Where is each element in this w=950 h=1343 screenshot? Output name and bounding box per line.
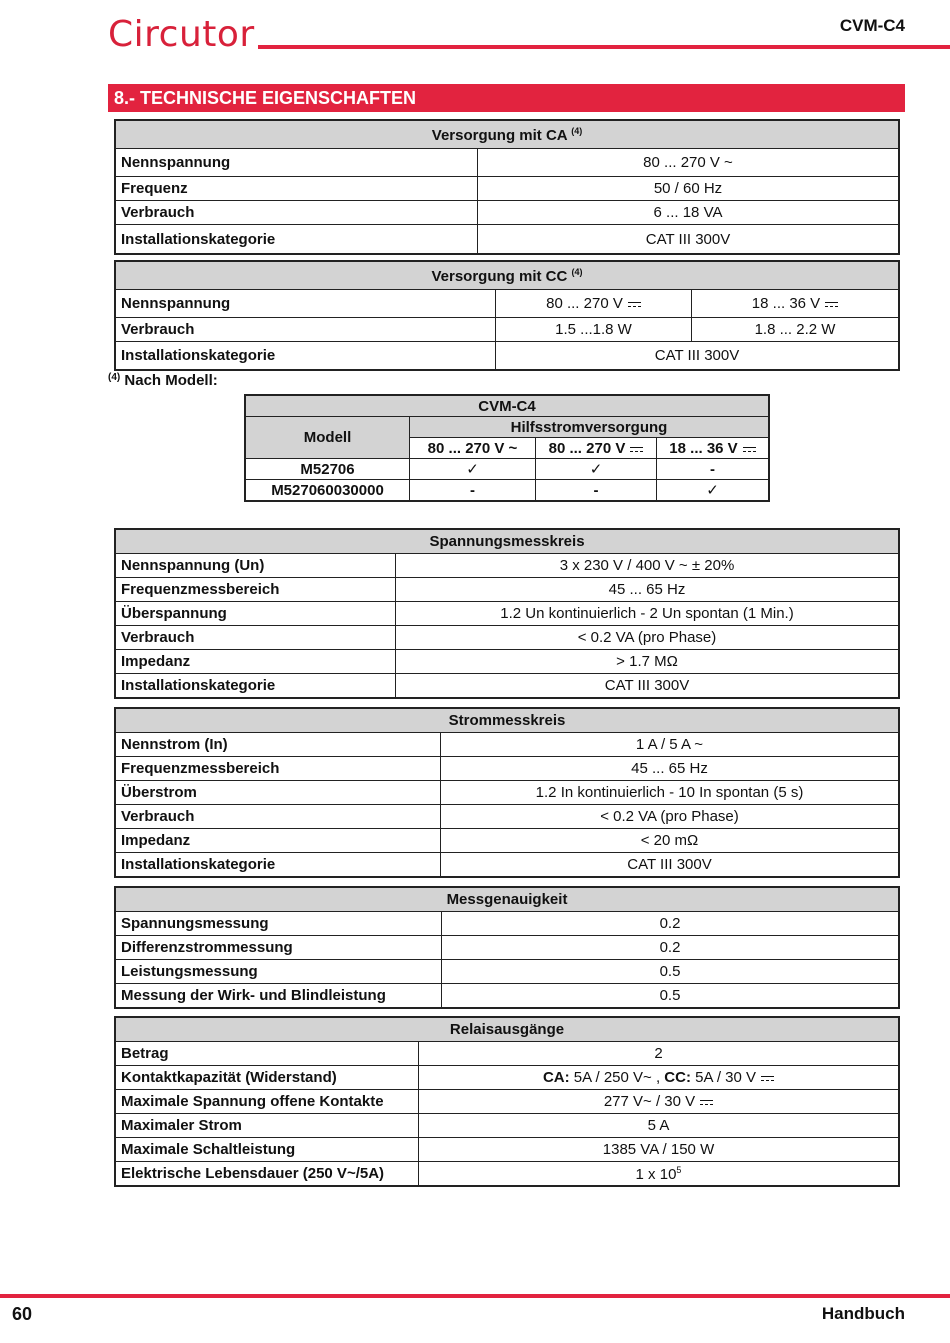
ca-supply-table: [115, 120, 899, 254]
footer-title: Handbuch: [821, 1304, 905, 1323]
row-value: CAT III 300V: [396, 674, 899, 698]
row-label: Verbrauch: [116, 805, 441, 829]
row-value: 0.2: [442, 936, 899, 960]
row-value: < 0.2 VA (pro Phase): [396, 626, 899, 650]
row-value: 45 ... 65 Hz: [441, 757, 899, 781]
row-label: Kontaktkapazität (Widerstand): [116, 1066, 419, 1090]
row-value: 1.5 ...1.8 W: [496, 318, 692, 342]
row-value: 3 x 230 V / 400 V ~ ± 20%: [396, 554, 899, 578]
row-label: Messung der Wirk- und Blindleistung: [116, 984, 442, 1008]
dc-symbol-icon: [628, 302, 641, 307]
row-value: 0.2: [442, 912, 899, 936]
table-title: Versorgung mit CA $^{(4)}$: [116, 121, 899, 149]
row-value: < 0.2 VA (pro Phase): [441, 805, 899, 829]
row-value: 1.2 In kontinuierlich - 10 In spontan (5 s): [441, 781, 899, 805]
aux-supply-header: Hilfsstromversorgung: [410, 417, 769, 438]
check-cell: -: [657, 459, 769, 480]
row-value: 1 x $10^5$: [419, 1162, 899, 1186]
row-value: > 1.7 MΩ: [396, 650, 899, 674]
table-title: Strommesskreis: [116, 709, 899, 733]
row-label: Nennstrom (In): [116, 733, 441, 757]
current-circuit-table: [115, 708, 899, 877]
row-value: 0.5: [442, 960, 899, 984]
row-value: CAT III 300V: [441, 853, 899, 877]
row-label: Elektrische Lebensdauer (250 V~/5A): [116, 1162, 419, 1186]
check-cell: ✓: [536, 459, 657, 480]
row-label: Nennspannung (Un): [116, 554, 396, 578]
row-label: Installationskategorie: [116, 853, 441, 877]
model-name: M52706: [246, 459, 410, 480]
row-label: Impedanz: [116, 650, 396, 674]
dc-symbol-icon: [825, 302, 838, 307]
page-number: 60: [12, 1304, 33, 1324]
model-table-title: CVM-C4: [246, 396, 769, 417]
row-label: Betrag: [116, 1042, 419, 1066]
row-label: Maximale Spannung offene Kontakte: [116, 1090, 419, 1114]
row-label: Nennspannung: [116, 290, 496, 318]
model-table: [245, 395, 769, 501]
row-value: 50 / 60 Hz: [478, 177, 899, 201]
row-label: Nennspannung: [116, 149, 478, 177]
dc-symbol-icon: [700, 1100, 713, 1105]
dc-symbol-icon: [743, 447, 756, 452]
row-value: 0.5: [442, 984, 899, 1008]
relay-table: [115, 1017, 899, 1186]
check-cell: -: [410, 480, 536, 501]
row-label: Leistungsmessung: [116, 960, 442, 984]
voltage-circuit-table: [115, 529, 899, 698]
row-value: < 20 mΩ: [441, 829, 899, 853]
row-value: CAT III 300V: [496, 342, 899, 370]
row-value: 1 A / 5 A ~: [441, 733, 899, 757]
header-rule: [258, 45, 950, 49]
dc-symbol-icon: [630, 447, 643, 452]
cc-supply-table: [115, 261, 899, 370]
col-header: 18 ... 36 V: [657, 438, 769, 459]
row-value: 6 ... 18 VA: [478, 201, 899, 225]
row-label: Frequenzmessbereich: [116, 757, 441, 781]
model-name: M527060030000: [246, 480, 410, 501]
model-header: Modell: [246, 417, 410, 459]
row-value: 1.2 Un kontinuierlich - 2 Un spontan (1 Min.): [396, 602, 899, 626]
row-label: Maximale Schaltleistung: [116, 1138, 419, 1162]
footer-rule: [0, 1294, 950, 1298]
row-value: 5 A: [419, 1114, 899, 1138]
table-title: Messgenauigkeit: [116, 888, 899, 912]
table-title: Relaisausgänge: [116, 1018, 899, 1042]
dc-symbol-icon: [761, 1076, 774, 1081]
accuracy-table: [115, 887, 899, 1008]
row-label: Verbrauch: [116, 201, 478, 225]
row-label: Verbrauch: [116, 626, 396, 650]
row-label: Überstrom: [116, 781, 441, 805]
check-cell: ✓: [410, 459, 536, 480]
row-label: Spannungsmessung: [116, 912, 442, 936]
row-value: 2: [419, 1042, 899, 1066]
row-label: Differenzstrommessung: [116, 936, 442, 960]
row-value: 1.8 ... 2.2 W: [692, 318, 899, 342]
col-header: 80 ... 270 V ~: [410, 438, 536, 459]
section-title: 8.- TECHNISCHE EIGENSCHAFTEN: [108, 84, 905, 112]
footnote: $^{(4)}$ Nach Modell:: [108, 372, 218, 389]
col-header: 80 ... 270 V: [536, 438, 657, 459]
row-value: 18 ... 36 V: [692, 290, 899, 318]
circutor-logo: [108, 14, 258, 54]
row-value: CAT III 300V: [478, 225, 899, 254]
check-cell: ✓: [657, 480, 769, 501]
row-value: 45 ... 65 Hz: [396, 578, 899, 602]
row-label: Maximaler Strom: [116, 1114, 419, 1138]
check-cell: -: [536, 480, 657, 501]
row-label: Frequenz: [116, 177, 478, 201]
table-title: Versorgung mit CC $^{(4)}$: [116, 262, 899, 290]
row-label: Installationskategorie: [116, 674, 396, 698]
row-value: CA: 5A / 250 V~ , CC: 5A / 30 V: [419, 1066, 899, 1090]
row-label: Impedanz: [116, 829, 441, 853]
row-label: Frequenzmessbereich: [116, 578, 396, 602]
row-value: 277 V~ / 30 V: [419, 1090, 899, 1114]
page-header: [0, 0, 950, 60]
row-label: Verbrauch: [116, 318, 496, 342]
row-label: Installationskategorie: [116, 225, 478, 254]
row-value: 80 ... 270 V: [496, 290, 692, 318]
row-value: 80 ... 270 V ~: [478, 149, 899, 177]
brand-name: Circutor: [108, 14, 255, 54]
row-label: Überspannung: [116, 602, 396, 626]
row-value: 1385 VA / 150 W: [419, 1138, 899, 1162]
document-id: CVM-C4: [839, 16, 905, 35]
table-title: Spannungsmesskreis: [116, 530, 899, 554]
row-label: Installationskategorie: [116, 342, 496, 370]
